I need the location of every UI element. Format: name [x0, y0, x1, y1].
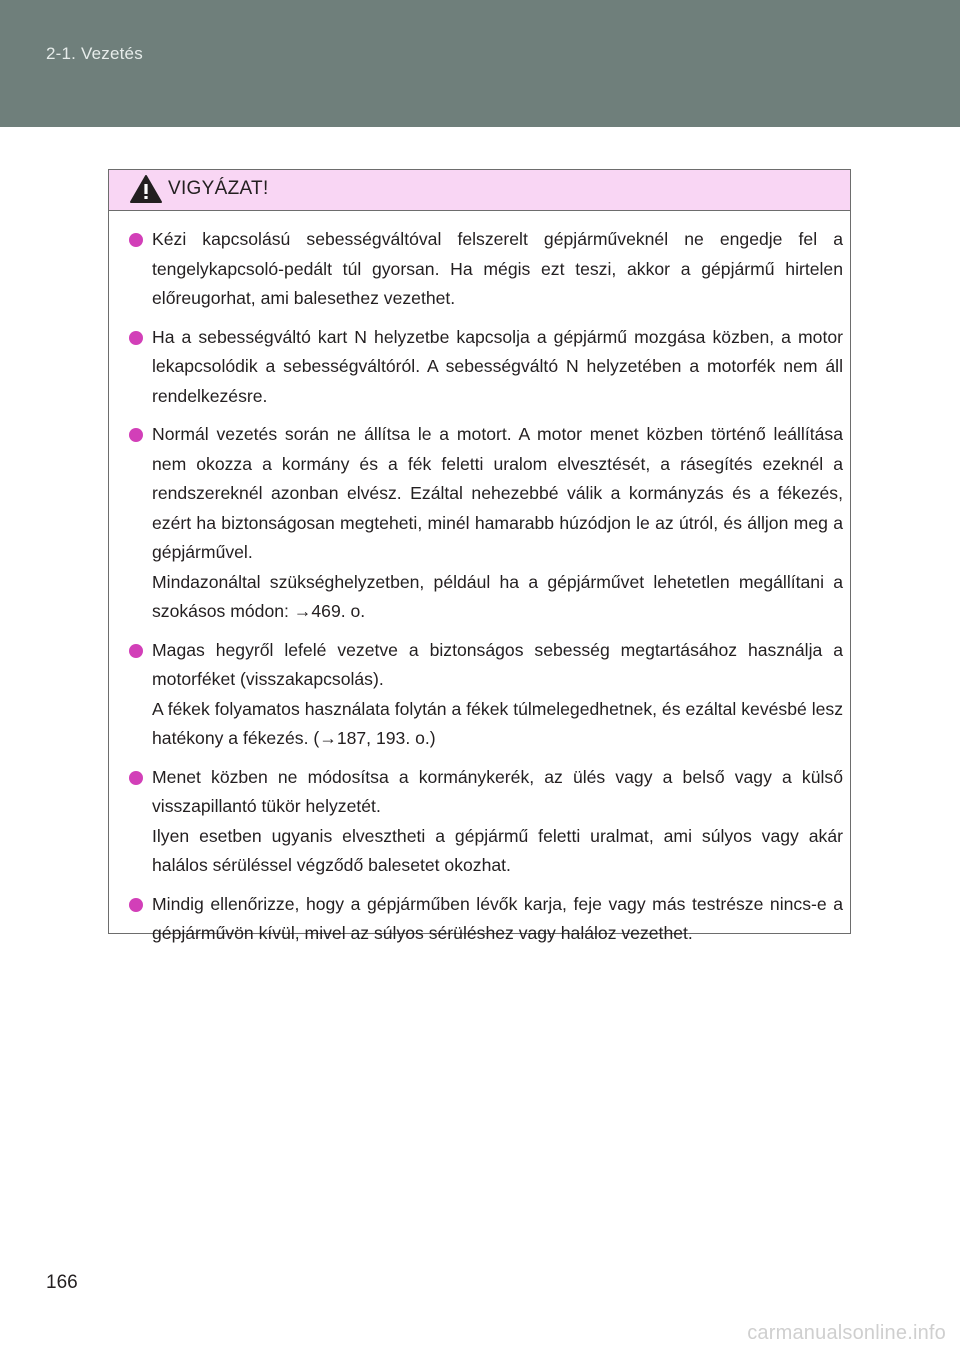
section-title: 2-1. Vezetés [46, 44, 143, 63]
bullet-icon [129, 771, 143, 785]
page-number: 166 [46, 1272, 78, 1293]
list-item [128, 890, 843, 949]
item-text: Mindazonáltal szükséghelyzetben, például ha a gépjárművet lehetetlen megállítani a szokásos módon: →469. o. [152, 571, 843, 621]
warning-box [108, 169, 851, 943]
list-item [128, 636, 843, 754]
item-text: Normál vezetés során ne állítsa le a motort. A motor menet közben történő leállítása nem okozza a kormány és a fék feletti uralom elvesztését, a rásegítés ezeknél a rendszereknél azonban elvész. Ezáltal nehezebbé válik a kormányzás és a fékezés, ezért ha biztonságosan megteheti, minél hamarabb húzódjon le az útról, és álljon meg a gépjárművel. [152, 424, 843, 562]
list-item [128, 225, 843, 314]
item-text: Ilyen esetben ugyanis elvesztheti a gépjármű feletti uralmat, ami súlyos vagy akár halálos sérüléssel végződő balesetet okozhat. [152, 825, 843, 875]
bullet-icon [129, 233, 143, 247]
list-item [128, 323, 843, 412]
warning-triangle-icon [129, 174, 163, 204]
item-text: Magas hegyről lefelé vezetve a biztonságos sebesség megtartásához használja a motorféket (visszakapcsolás). [152, 639, 843, 689]
warning-list [128, 225, 843, 958]
watermark: carmanualsonline.info [747, 1322, 946, 1344]
list-item [128, 763, 843, 881]
warning-title: VIGYÁZAT! [168, 178, 269, 199]
list-item [128, 420, 843, 627]
bullet-icon [129, 898, 143, 912]
warning-header [109, 170, 850, 211]
item-text: Kézi kapcsolású sebességváltóval felszerelt gépjárműveknél ne engedje fel a tengelykapcsoló-pedált túl gyorsan. Ha mégis ezt teszi, akkor a gépjármű hirtelen előreugorhat, ami balesethez vezethet. [152, 229, 843, 308]
page-header [0, 0, 960, 127]
item-text: Mindig ellenőrizze, hogy a gépjárműben lévők karja, feje vagy más testrésze nincs-e a gépjárművön kívül, mivel az súlyos sérüléshez vagy haláloz vezethet. [152, 893, 843, 943]
item-text: Ha a sebességváltó kart N helyzetbe kapcsolja a gépjármű mozgása közben, a motor lekapcsolódik a sebességváltóról. A sebességváltó N helyzetében a motorfék nem áll rendelkezésre. [152, 326, 843, 406]
bullet-icon [129, 644, 143, 658]
item-text: A fékek folyamatos használata folytán a fékek túlmelegedhetnek, és ezáltal kevésbé lesz hatékony a fékezés. (→187, 193. o.) [152, 698, 843, 748]
bullet-icon [129, 331, 143, 345]
item-text: Menet közben ne módosítsa a kormánykerék, az ülés vagy a belső vagy a külső visszapillantó tükör helyzetét. [152, 766, 843, 816]
bullet-icon [129, 428, 143, 442]
